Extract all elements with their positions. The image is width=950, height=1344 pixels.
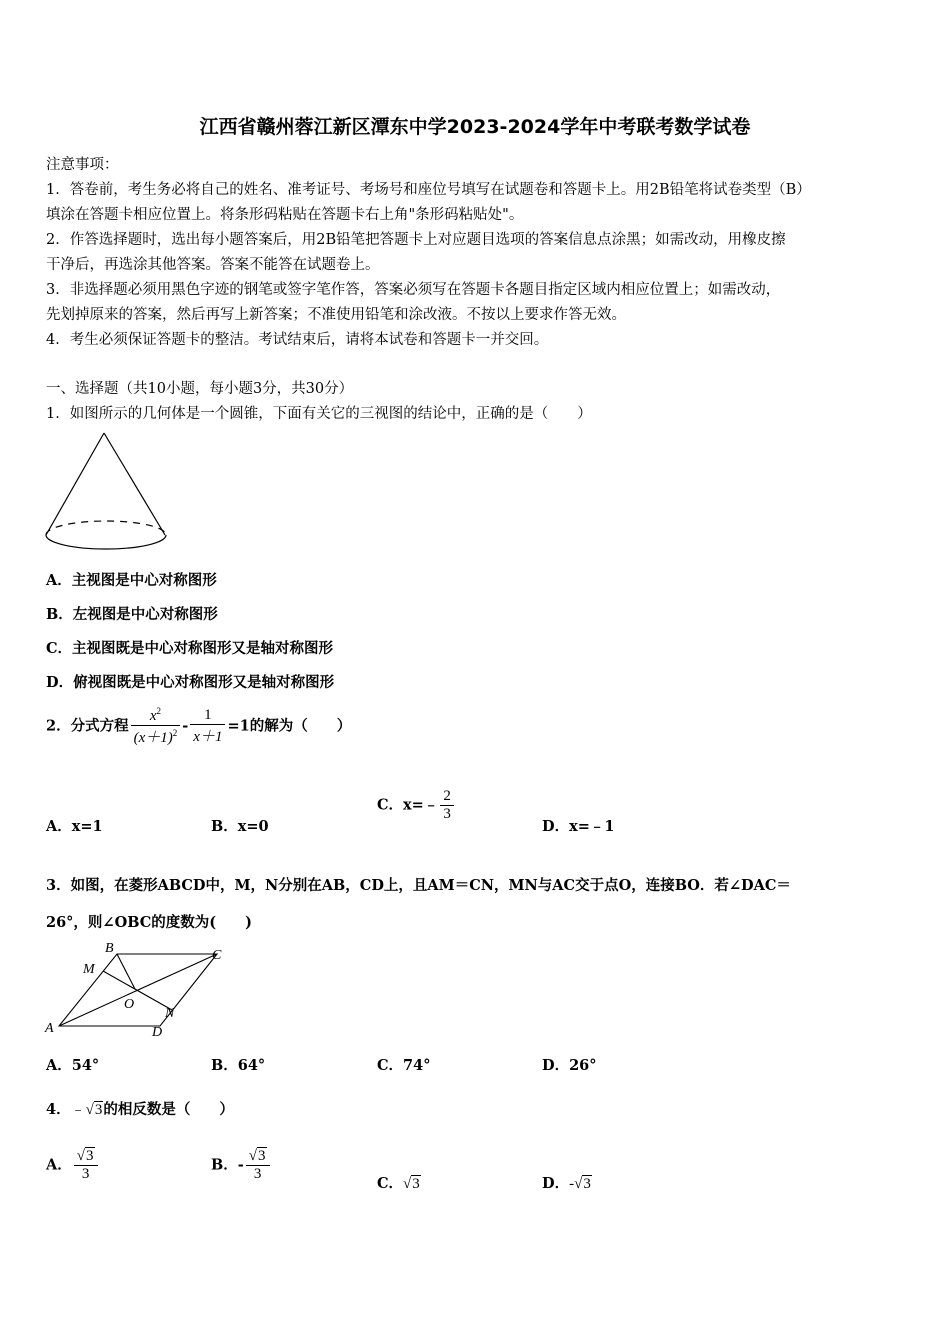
label-o: O bbox=[124, 997, 135, 1012]
note-line: 先划掉原来的答案，然后再写上新答案；不准使用铅笔和涂改液。不按以上要求作答无效。 bbox=[46, 307, 626, 323]
fraction-1: $\frac{x^2}{(x+1)^2}$ bbox=[131, 706, 181, 747]
note-line: 3．非选择题必须用黑色字迹的钢笔或签字笔作答，答案必须写在答题卡各题目指定区域内相应位置上；如需改动， bbox=[46, 282, 781, 298]
option-d[interactable]: D．26° bbox=[542, 1057, 597, 1074]
label-a: A bbox=[45, 1021, 54, 1036]
option-b[interactable]: B．x=0 bbox=[211, 818, 269, 835]
question-3-line-1: 3．如图，在菱形ABCD中，M，N分别在AB，CD上，且AM＝CN，MN与AC交于点O，连接BO．若∠DAC＝ bbox=[46, 877, 791, 894]
cone-figure bbox=[44, 430, 170, 554]
question-2-stem bbox=[46, 706, 351, 747]
option-d[interactable]: D．x=﹣1 bbox=[542, 818, 615, 835]
option-a[interactable]: A． $\frac{√3}{3}$ bbox=[46, 1148, 100, 1183]
neg-sqrt-3: ﹣√3 bbox=[70, 1102, 103, 1118]
note-line: 2．作答选择题时，选出每小题答案后，用2B铅笔把答题卡上对应题目选项的答案信息点涂黑；如需改动，用橡皮擦 bbox=[46, 232, 786, 248]
option-d[interactable]: D．-√3 bbox=[542, 1175, 591, 1192]
option-c[interactable]: C．74° bbox=[377, 1057, 431, 1074]
note-line: 4．考生必须保证答题卡的整洁。考试结束后，请将本试卷和答题卡一并交回。 bbox=[46, 332, 549, 348]
label-d: D bbox=[152, 1025, 163, 1040]
question-2-prefix: 2．分式方程 bbox=[46, 717, 129, 735]
notes-heading: 注意事项： bbox=[46, 157, 119, 173]
note-line: 干净后，再选涂其他答案。答案不能答在试题卷上。 bbox=[46, 257, 380, 273]
question-4-suffix: 的相反数是（ ） bbox=[103, 1101, 234, 1118]
option-b[interactable]: B．64° bbox=[211, 1057, 266, 1074]
fraction-2: $\frac{1}{x+1}$ bbox=[190, 707, 225, 746]
label-n: N bbox=[165, 1006, 175, 1021]
option-b[interactable]: B．- $\frac{√3}{3}$ bbox=[211, 1148, 272, 1183]
question-3-line-2: 26°，则∠OBC的度数为( ) bbox=[46, 914, 252, 931]
note-line: 1．答卷前，考生务必将自己的姓名、准考证号、考场号和座位号填写在试题卷和答题卡上。用2B铅笔将试卷类型（B） bbox=[46, 182, 811, 198]
option-c[interactable]: C．主视图既是中心对称图形又是轴对称图形 bbox=[46, 640, 334, 657]
label-c: C bbox=[212, 948, 222, 963]
question-2-suffix: =1的解为（ ） bbox=[227, 717, 352, 735]
minus-sign: - bbox=[182, 717, 189, 735]
option-c[interactable]: C．√3 bbox=[377, 1175, 420, 1192]
option-c[interactable]: C．x=﹣ $\frac{2}{3}$ bbox=[377, 788, 456, 823]
option-a[interactable]: A．主视图是中心对称图形 bbox=[46, 572, 217, 589]
section-heading: 一、选择题（共10小题，每小题3分，共30分） bbox=[46, 381, 354, 397]
page-title: 江西省赣州蓉江新区潭东中学2023-2024学年中考联考数学试卷 bbox=[199, 116, 751, 138]
option-a[interactable]: A．x=1 bbox=[46, 818, 103, 835]
option-a[interactable]: A．54° bbox=[46, 1057, 100, 1074]
rhombus-figure bbox=[42, 938, 242, 1042]
question-4-stem: 4．﹣√3的相反数是（ ） bbox=[46, 1101, 234, 1118]
label-b: B bbox=[105, 941, 114, 956]
note-line: 填涂在答题卡相应位置上。将条形码粘贴在答题卡右上角"条形码粘贴处"。 bbox=[46, 207, 524, 223]
option-b[interactable]: B．左视图是中心对称图形 bbox=[46, 606, 218, 623]
option-d[interactable]: D．俯视图既是中心对称图形又是轴对称图形 bbox=[46, 674, 335, 691]
question-1-stem: 1．如图所示的几何体是一个圆锥，下面有关它的三视图的结论中，正确的是（ ） bbox=[46, 406, 592, 422]
label-m: M bbox=[83, 962, 95, 977]
